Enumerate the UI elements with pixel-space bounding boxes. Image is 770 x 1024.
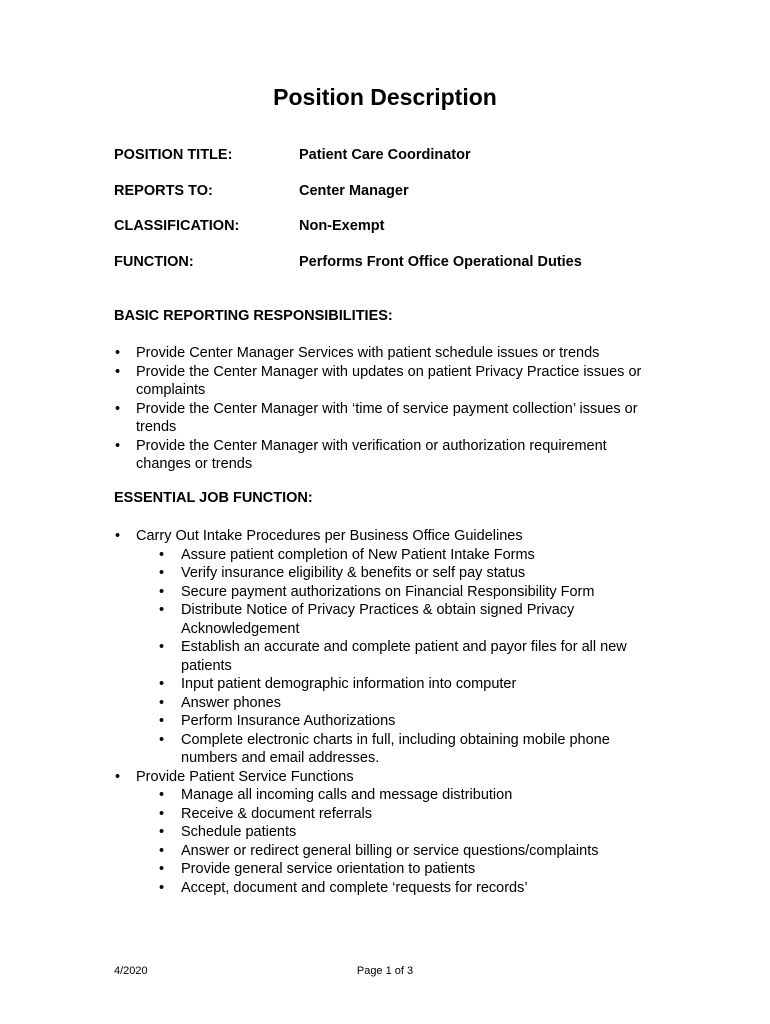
field-value: Patient Care Coordinator [299,147,471,163]
sub-list-item: • Verify insurance eligibility & benefits or self pay status [136,564,659,583]
group-label: Provide Patient Service Functions [136,768,354,785]
page-title: Position Description [273,84,497,110]
sub-list-item: • Secure payment authorizations on Financial Responsibility Form [136,583,659,602]
list-item: • Provide the Center Manager with ‘time of service payment collection’ issues or trends [114,400,659,437]
field-label: POSITION TITLE: [114,147,233,163]
group-label: Carry Out Intake Procedures per Business Office Guidelines [136,528,523,544]
sub-list [136,546,659,768]
list-item: • Provide the Center Manager with verification or authorization requirement changes or trends [114,437,659,474]
footer-date: 4/2020 [114,965,148,977]
essential-function-heading: ESSENTIAL JOB FUNCTION: [114,490,313,506]
field-value: Non-Exempt [299,218,385,234]
sub-list-item: • Answer or redirect general billing or service questions/complaints [136,842,659,861]
field-position-title [114,147,471,163]
sub-list-item: • Manage all incoming calls and message distribution [136,786,659,805]
list-item-group [114,527,659,768]
field-reports-to [114,183,409,199]
list-item: • Provide the Center Manager with updates on patient Privacy Practice issues or complaints [114,363,659,400]
basic-responsibilities-list [114,344,659,474]
sub-list-item: • Answer phones [136,694,659,713]
sub-list-item: • Schedule patients [136,823,659,842]
field-label: CLASSIFICATION: [114,218,240,234]
footer-page-number: Page 1 of 3 [356,965,414,977]
sub-list-item: • Complete electronic charts in full, including obtaining mobile phone numbers and email addresses. [136,731,659,768]
field-label: REPORTS TO: [114,183,213,199]
sub-list-item: • Provide general service orientation to patients [136,860,659,879]
list-item-group [114,768,659,898]
sub-list-item: • Perform Insurance Authorizations [136,712,659,731]
field-function [114,254,582,270]
sub-list-item: • Establish an accurate and complete patient and payor files for all new patients [136,638,659,675]
sub-list-item: • Assure patient completion of New Patient Intake Forms [136,546,659,565]
sub-list-item: • Distribute Notice of Privacy Practices & obtain signed Privacy Acknowledgement [136,601,659,638]
basic-responsibilities-heading: BASIC REPORTING RESPONSIBILITIES: [114,308,393,324]
essential-function-list [114,527,659,897]
sub-list-item: • Input patient demographic information into computer [136,675,659,694]
field-classification [114,218,384,234]
sub-list-item: • Receive & document referrals [136,805,659,824]
field-value: Center Manager [299,183,409,199]
sub-list [136,786,659,897]
list-item: • Provide Center Manager Services with patient schedule issues or trends [114,344,659,363]
sub-list-item: • Accept, document and complete ‘requests for records’ [136,879,659,898]
field-label: FUNCTION: [114,254,194,270]
field-value: Performs Front Office Operational Duties [299,254,582,270]
